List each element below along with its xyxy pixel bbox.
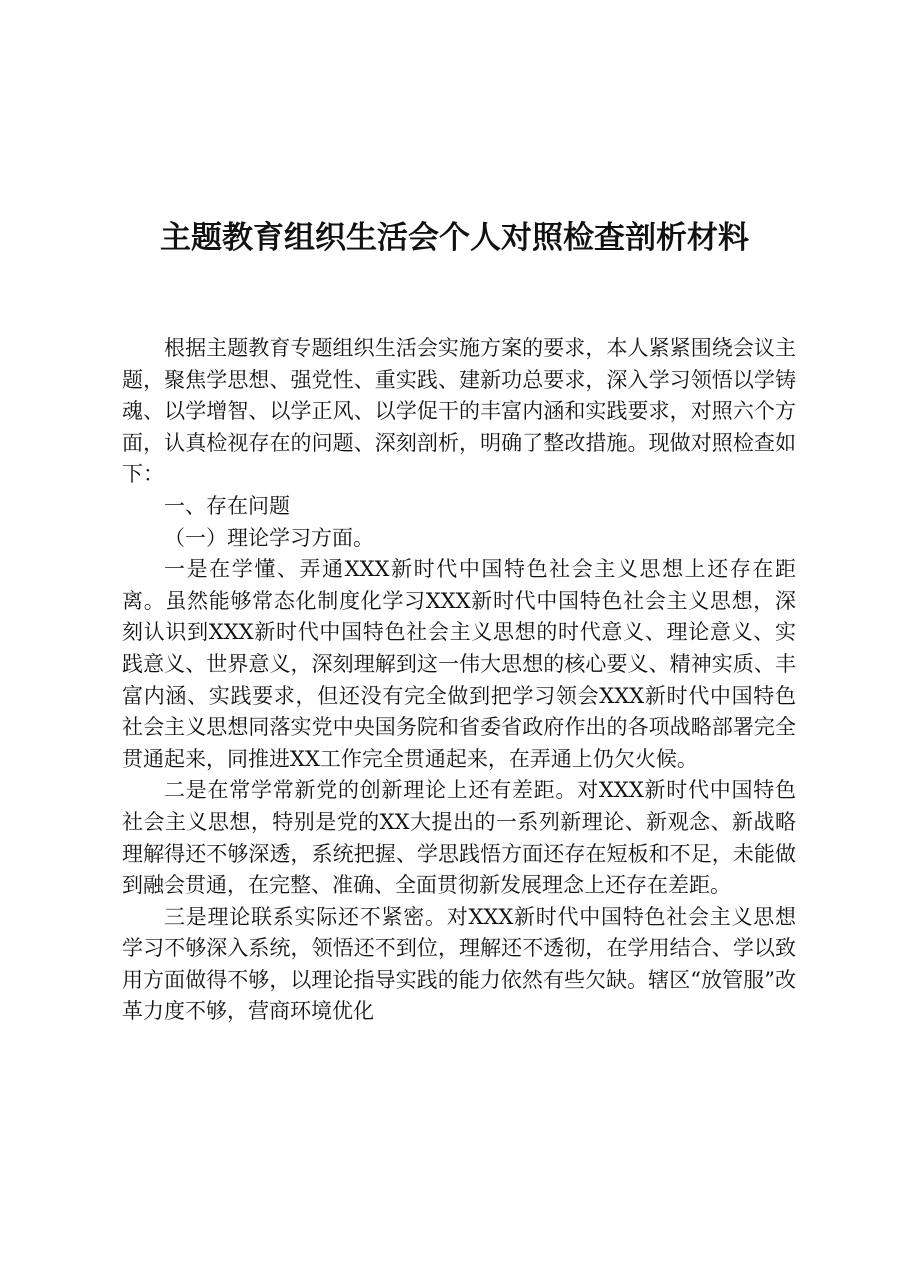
section-heading-existing-problems: 一、存在问题: [164, 493, 290, 518]
intro-paragraph: 根据主题教育专题组织生活会实施方案的要求，本人紧紧围绕会议主题，聚焦学思想、强党性、重实践、建新功总要求，深入学习领悟以学铸魂、以学增智、以学正风、以学促干的丰富内涵和实践要求，对照六个方面，认真检视存在的问题、深刻剖析，明确了整改措施。现做对照检查如下：: [122, 336, 796, 487]
problem-paragraph-3: 三是理论联系实际还不紧密。对XXX新时代中国特色社会主义思想学习不够深入系统，领悟还不到位，理解还不透彻，在学用结合、学以致用方面做得不够，以理论指导实践的能力依然有些欠缺。辖区“放管服”改革力度不够，营商环境优化: [122, 904, 796, 1024]
document-body: [122, 333, 796, 1028]
document-title: 主题教育组织生活会个人对照检查剖析材料: [160, 220, 749, 256]
problem-paragraph-2: 二是在常学常新党的创新理论上还有差距。对XXX新时代中国特色社会主义思想，特别是党的XX大提出的一系列新理论、新观念、新战略理解得还不够深透，系统把握、学思践悟方面还存在短板和不足，未能做到融会贯通，在完整、准确、全面贯彻新发展理念上还存在差距。: [122, 778, 796, 898]
problem-paragraph-1: 一是在学懂、弄通XXX新时代中国特色社会主义思想上还存在距离。虽然能够常态化制度化学习XXX新时代中国特色社会主义思想，深刻认识到XXX新时代中国特色社会主义思想的时代意义、理论意义、实践意义、世界意义，深刻理解到这一伟大思想的核心要义、精神实质、丰富内涵、实践要求，但还没有完全做到把学习领会XXX新时代中国特色社会主义思想同落实党中央国务院和省委省政府作出的各项战略部署完全贯通起来，同推进XX工作完全贯通起来，在弄通上仍欠火候。: [122, 557, 796, 771]
subsection-heading-theory-study: （一）理论学习方面。: [164, 525, 374, 550]
